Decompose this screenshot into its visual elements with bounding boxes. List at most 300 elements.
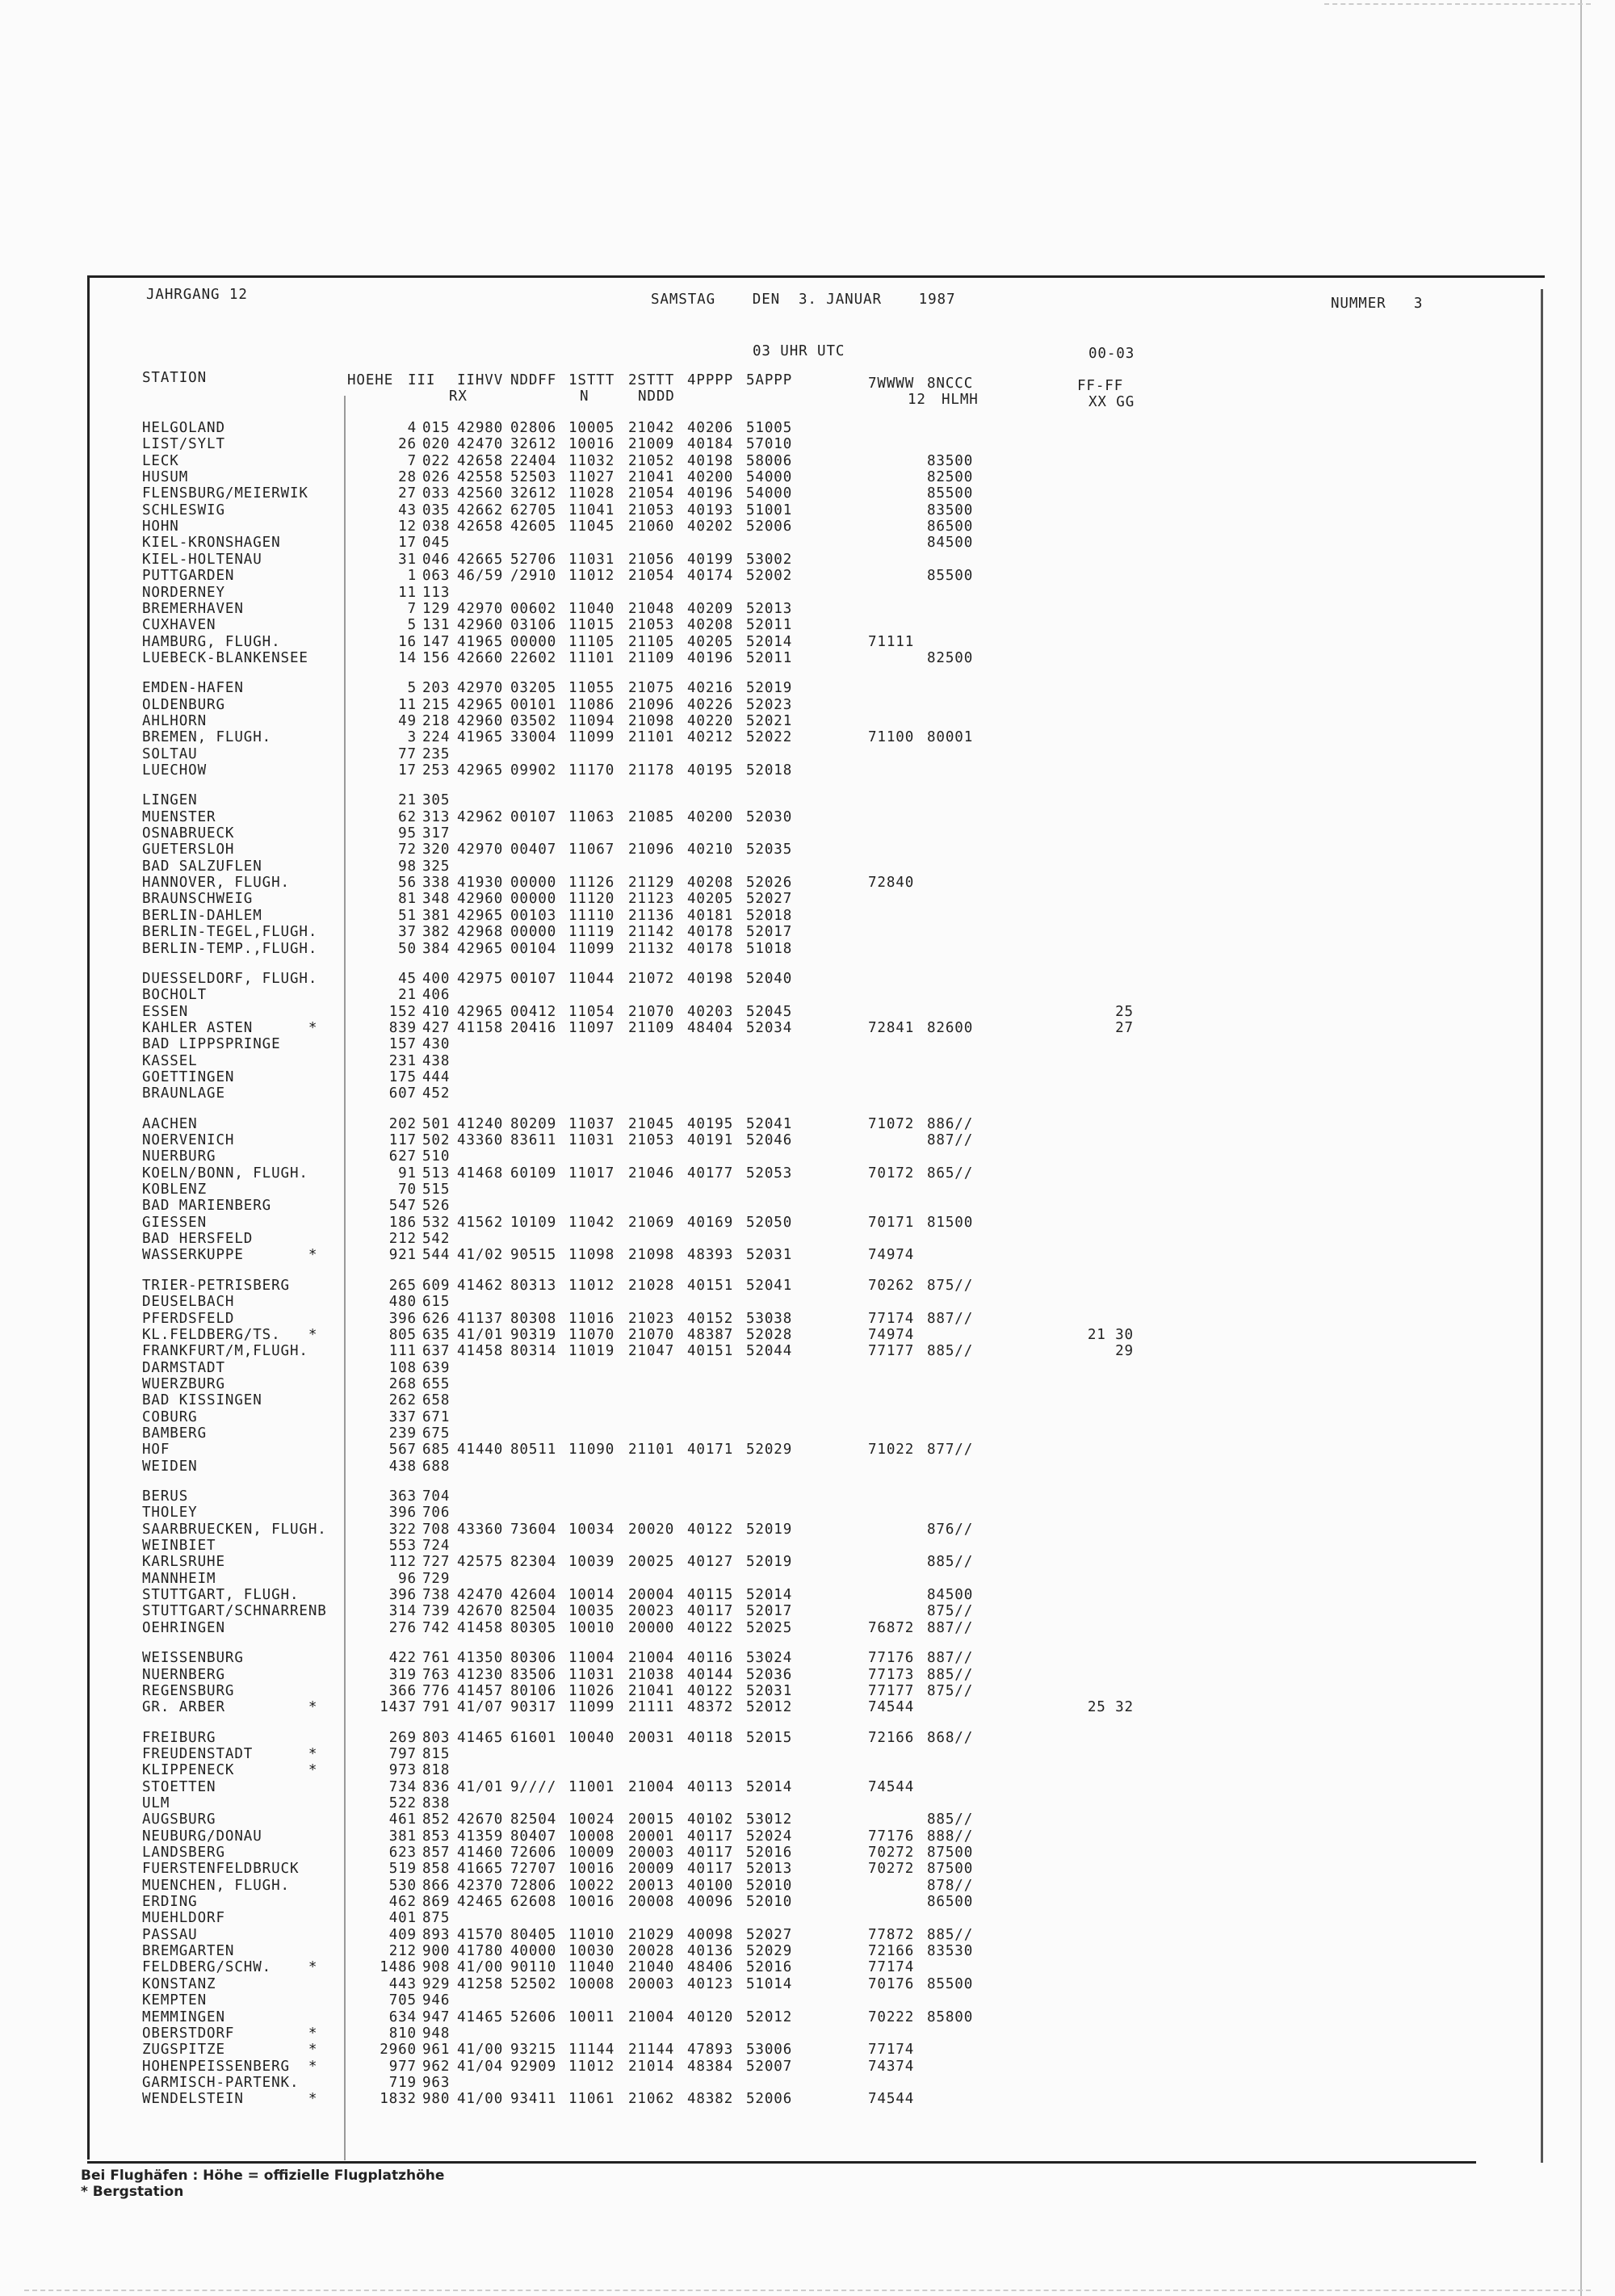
appp5: 52010 [746, 1894, 793, 1911]
hoehe: 175 [388, 1068, 417, 1085]
station-name: ERDING [142, 1894, 198, 1911]
iii: 738 [422, 1587, 451, 1604]
sttt2: 21109 [628, 1019, 675, 1036]
iii: 838 [422, 1794, 451, 1811]
sttt2: 21054 [628, 485, 675, 502]
iihvv: 41/07 [457, 1699, 504, 1716]
sttt2: 21101 [628, 1442, 675, 1459]
pppp4: 40209 [687, 600, 734, 617]
hoehe: 157 [388, 1036, 417, 1053]
sttt1: 11016 [568, 1310, 615, 1327]
iii: 609 [422, 1277, 451, 1294]
sttt2: 20003 [628, 1975, 675, 1992]
hoehe: 95 [398, 825, 417, 842]
sttt1: 11031 [568, 1132, 615, 1148]
station-name: PFERDSFELD [142, 1310, 235, 1327]
iihvv: 42960 [457, 712, 504, 729]
iii: 929 [422, 1975, 451, 1992]
pppp4: 40116 [687, 1650, 734, 1667]
appp5: 52016 [746, 1959, 793, 1976]
sttt2: 21111 [628, 1699, 675, 1716]
station-name: TRIER-PETRISBERG [142, 1277, 290, 1294]
station-name: WASSERKUPPE * [142, 1247, 318, 1264]
pppp4: 40123 [687, 1975, 734, 1992]
wwww7: 74544 [868, 1699, 915, 1716]
nddff: 00412 [510, 1003, 557, 1020]
sttt2: 21004 [628, 2008, 675, 2025]
iii: 544 [422, 1247, 451, 1264]
sttt2: 21096 [628, 696, 675, 713]
hoehe: 401 [388, 1910, 417, 1927]
nddff: 52502 [510, 1975, 557, 1992]
appp5: 53038 [746, 1310, 793, 1327]
hoehe: 530 [388, 1877, 417, 1894]
hoehe: 567 [388, 1442, 417, 1459]
station-name: GARMISCH-PARTENK. [142, 2074, 300, 2091]
hoehe: 409 [388, 1926, 417, 1943]
hoehe: 70 [398, 1182, 417, 1198]
nddff: 62705 [510, 502, 557, 518]
station-name: BAMBERG [142, 1425, 208, 1442]
station-name: WEIDEN [142, 1458, 198, 1475]
appp5: 52017 [746, 924, 793, 941]
sttt1: 10040 [568, 1729, 615, 1746]
iihvv: 43360 [457, 1521, 504, 1538]
iihvv: 41258 [457, 1975, 504, 1992]
sttt2: 21144 [628, 2042, 675, 2059]
wwww7: 71100 [868, 729, 915, 746]
sttt1: 10005 [568, 420, 615, 436]
wwww7: 70272 [868, 1845, 915, 1861]
iihvv: 41/01 [457, 1326, 504, 1343]
iihvv: 42965 [457, 762, 504, 779]
appp5: 52029 [746, 1442, 793, 1459]
nddff: 80405 [510, 1926, 557, 1943]
iii: 658 [422, 1392, 451, 1409]
iii: 706 [422, 1505, 451, 1522]
iii: 063 [422, 568, 451, 585]
iii: 444 [422, 1068, 451, 1085]
hoehe: 21 [398, 792, 417, 809]
nccc8: 85800 [927, 2008, 974, 2025]
iii: 815 [422, 1745, 451, 1762]
iihvv: 42980 [457, 420, 504, 436]
nddff: 73604 [510, 1521, 557, 1538]
nddff: 00101 [510, 696, 557, 713]
sttt2: 20015 [628, 1811, 675, 1828]
iii: 675 [422, 1425, 451, 1442]
iihvv: 41/04 [457, 2058, 504, 2075]
iihvv: 42965 [457, 696, 504, 713]
appp5: 51018 [746, 940, 793, 957]
iihvv: 41468 [457, 1165, 504, 1182]
station-name: HANNOVER, FLUGH. [142, 875, 290, 892]
iii: 218 [422, 712, 451, 729]
appp5: 52019 [746, 680, 793, 697]
iii: 033 [422, 485, 451, 502]
wwww7: 72841 [868, 1019, 915, 1036]
sttt1: 11144 [568, 2042, 615, 2059]
pppp4: 40193 [687, 502, 734, 518]
wwww7: 77176 [868, 1828, 915, 1845]
iii: 513 [422, 1165, 451, 1182]
iii: 947 [422, 2008, 451, 2025]
iii: 045 [422, 535, 451, 552]
iii: 253 [422, 762, 451, 779]
nddff: 00103 [510, 907, 557, 924]
pppp4: 40174 [687, 568, 734, 585]
iihvv: 43360 [457, 1132, 504, 1148]
iihvv: 42658 [457, 452, 504, 469]
hoehe: 77 [398, 745, 417, 762]
wwww7: 71022 [868, 1442, 915, 1459]
iii: 129 [422, 600, 451, 617]
col-header-2sttt-sub: NDDD [638, 388, 675, 405]
wwww7: 70222 [868, 2008, 915, 2025]
col-header-1sttt: 1STTT [568, 372, 615, 388]
appp5: 52040 [746, 970, 793, 987]
iii: 430 [422, 1036, 451, 1053]
appp5: 51014 [746, 1975, 793, 1992]
iihvv: 41462 [457, 1277, 504, 1294]
pppp4: 40122 [687, 1682, 734, 1699]
wwww7: 74374 [868, 2058, 915, 2075]
nccc8: 86500 [927, 518, 974, 535]
appp5: 52027 [746, 891, 793, 908]
sttt1: 11037 [568, 1115, 615, 1132]
sttt1: 11061 [568, 2091, 615, 2108]
station-name: MEMMINGEN [142, 2008, 225, 2025]
sttt2: 21046 [628, 1165, 675, 1182]
sttt2: 21129 [628, 875, 675, 892]
pppp4: 40117 [687, 1828, 734, 1845]
iihvv: 41458 [457, 1343, 504, 1360]
station-name: GIESSEN [142, 1214, 208, 1231]
sttt1: 11001 [568, 1778, 615, 1795]
sttt2: 21041 [628, 1682, 675, 1699]
hoehe: 1 [407, 568, 417, 585]
appp5: 52045 [746, 1003, 793, 1020]
wwww7: 77174 [868, 1959, 915, 1976]
hoehe: 4 [407, 420, 417, 436]
iii: 022 [422, 452, 451, 469]
sttt2: 21085 [628, 808, 675, 825]
appp5: 52014 [746, 1778, 793, 1795]
hoehe: 705 [388, 1992, 417, 2009]
sttt1: 11063 [568, 808, 615, 825]
station-name: NOERVENICH [142, 1132, 235, 1148]
pppp4: 40122 [687, 1619, 734, 1636]
nccc8: 885// [927, 1554, 974, 1571]
sttt2: 20028 [628, 1943, 675, 1960]
col-header-station: STATION [142, 370, 208, 386]
nddff: 80308 [510, 1310, 557, 1327]
pppp4: 40177 [687, 1165, 734, 1182]
station-name: NUERNBERG [142, 1666, 225, 1683]
hoehe: 14 [398, 649, 417, 666]
nddff: 80511 [510, 1442, 557, 1459]
appp5: 52035 [746, 842, 793, 858]
appp5: 52016 [746, 1845, 793, 1861]
pppp4: 40136 [687, 1943, 734, 1960]
station-name: KOELN/BONN, FLUGH. [142, 1165, 308, 1182]
hoehe: 26 [398, 436, 417, 453]
iihvv: 41137 [457, 1310, 504, 1327]
hoehe: 117 [388, 1132, 417, 1148]
hoehe: 37 [398, 924, 417, 941]
station-name: BERLIN-TEMP.,FLUGH. [142, 940, 318, 957]
iihvv: 41158 [457, 1019, 504, 1036]
hoehe: 396 [388, 1310, 417, 1327]
sttt2: 21098 [628, 1247, 675, 1264]
pppp4: 40151 [687, 1277, 734, 1294]
iihvv: 42965 [457, 1003, 504, 1020]
hoehe: 186 [388, 1214, 417, 1231]
ffff: 21 30 [1087, 1326, 1134, 1343]
nccc8: 83530 [927, 1943, 974, 1960]
station-name: KIEL-HOLTENAU [142, 551, 262, 568]
iii: 046 [422, 551, 451, 568]
pppp4: 40220 [687, 712, 734, 729]
sttt2: 21123 [628, 891, 675, 908]
iihvv: 41665 [457, 1861, 504, 1878]
nddff: 00000 [510, 891, 557, 908]
wwww7: 71111 [868, 633, 915, 650]
hoehe: 363 [388, 1488, 417, 1505]
nddff: 80313 [510, 1277, 557, 1294]
hoehe: 17 [398, 535, 417, 552]
iii: 852 [422, 1811, 451, 1828]
iii: 015 [422, 420, 451, 436]
wwww7: 71072 [868, 1115, 915, 1132]
iihvv: 41562 [457, 1214, 504, 1231]
station-name: OSNABRUECK [142, 825, 235, 842]
iii: 857 [422, 1845, 451, 1861]
iii: 427 [422, 1019, 451, 1036]
station-name: MUEHLDORF [142, 1910, 225, 1927]
hoehe: 98 [398, 858, 417, 875]
wwww7: 77173 [868, 1666, 915, 1683]
col-header-nddff: NDDFF [510, 372, 557, 388]
iii: 502 [422, 1132, 451, 1148]
iii: 113 [422, 584, 451, 601]
iihvv: 41458 [457, 1619, 504, 1636]
nddff: 22602 [510, 649, 557, 666]
iii: 215 [422, 696, 451, 713]
station-name: BRAUNLAGE [142, 1085, 225, 1102]
station-name: BAD SALZUFLEN [142, 858, 262, 875]
col-header-4pppp: 4PPPP [687, 372, 734, 388]
iii: 893 [422, 1926, 451, 1943]
sttt1: 10030 [568, 1943, 615, 1960]
station-name: PASSAU [142, 1926, 198, 1943]
iihvv: 42962 [457, 808, 504, 825]
nddff: 82304 [510, 1554, 557, 1571]
pppp4: 40178 [687, 940, 734, 957]
hoehe: 623 [388, 1845, 417, 1861]
pppp4: 40199 [687, 551, 734, 568]
iihvv: 41350 [457, 1650, 504, 1667]
hoehe: 56 [398, 875, 417, 892]
sttt2: 21052 [628, 452, 675, 469]
sttt2: 20001 [628, 1828, 675, 1845]
appp5: 53006 [746, 2042, 793, 2059]
nddff: 33004 [510, 729, 557, 746]
pppp4: 40205 [687, 891, 734, 908]
pppp4: 40202 [687, 518, 734, 535]
sttt2: 21098 [628, 712, 675, 729]
iii: 203 [422, 680, 451, 697]
col-header-hoehe: HOEHE [347, 372, 394, 388]
appp5: 52031 [746, 1682, 793, 1699]
station-name: FREUDENSTADT * [142, 1745, 318, 1762]
sttt2: 21048 [628, 600, 675, 617]
iii: 348 [422, 891, 451, 908]
station-name: GR. ARBER * [142, 1699, 318, 1716]
station-name: MUENSTER [142, 808, 216, 825]
pppp4: 48372 [687, 1699, 734, 1716]
sttt2: 21070 [628, 1326, 675, 1343]
sttt1: 11105 [568, 633, 615, 650]
sttt2: 21038 [628, 1666, 675, 1683]
iii: 615 [422, 1294, 451, 1311]
col-header-1sttt-sub: N [580, 388, 589, 405]
hoehe: 212 [388, 1943, 417, 1960]
nddff: 00107 [510, 808, 557, 825]
nccc8: 82500 [927, 469, 974, 486]
nccc8: 875// [927, 1603, 974, 1620]
nddff: 03502 [510, 712, 557, 729]
sttt1: 11094 [568, 712, 615, 729]
iihvv: 42470 [457, 1587, 504, 1604]
iihvv: 42662 [457, 502, 504, 518]
hoehe: 522 [388, 1794, 417, 1811]
iihvv: 41460 [457, 1845, 504, 1861]
pppp4: 40184 [687, 436, 734, 453]
station-name: KONSTANZ [142, 1975, 216, 1992]
station-name: KASSEL [142, 1052, 198, 1069]
iii: 869 [422, 1894, 451, 1911]
iihvv: 42970 [457, 680, 504, 697]
iihvv: 42970 [457, 842, 504, 858]
appp5: 52011 [746, 617, 793, 634]
station-name: LUEBECK-BLANKENSEE [142, 649, 308, 666]
appp5: 52013 [746, 1861, 793, 1878]
nccc8: 888// [927, 1828, 974, 1845]
pppp4: 47893 [687, 2042, 734, 2059]
sttt1: 11027 [568, 469, 615, 486]
iii: 708 [422, 1521, 451, 1538]
nddff: 61601 [510, 1729, 557, 1746]
nddff: 80305 [510, 1619, 557, 1636]
appp5: 52017 [746, 1603, 793, 1620]
appp5: 52019 [746, 1554, 793, 1571]
station-name: STUTTGART, FLUGH. [142, 1587, 300, 1604]
sttt2: 21136 [628, 907, 675, 924]
nccc8: 885// [927, 1811, 974, 1828]
sttt1: 10016 [568, 1861, 615, 1878]
pppp4: 40152 [687, 1310, 734, 1327]
sttt1: 11110 [568, 907, 615, 924]
appp5: 54000 [746, 469, 793, 486]
sttt1: 11040 [568, 600, 615, 617]
iii: 156 [422, 649, 451, 666]
nddff: 90319 [510, 1326, 557, 1343]
appp5: 52050 [746, 1214, 793, 1231]
appp5: 52028 [746, 1326, 793, 1343]
sttt1: 10016 [568, 1894, 615, 1911]
wwww7: 77177 [868, 1682, 915, 1699]
hoehe: 269 [388, 1729, 417, 1746]
nccc8: 86500 [927, 1894, 974, 1911]
hoehe: 49 [398, 712, 417, 729]
sttt1: 11012 [568, 1277, 615, 1294]
iihvv: 42470 [457, 436, 504, 453]
iii: 961 [422, 2042, 451, 2059]
nccc8: 875// [927, 1682, 974, 1699]
sttt1: 11119 [568, 924, 615, 941]
col-header-ffff-sub: XX GG [1089, 394, 1135, 410]
station-name: BERUS [142, 1488, 189, 1505]
iihvv: 41465 [457, 2008, 504, 2025]
pppp4: 40198 [687, 970, 734, 987]
station-name: BAD KISSINGEN [142, 1392, 262, 1409]
station-name: LIST/SYLT [142, 436, 225, 453]
station-name: THOLEY [142, 1505, 198, 1522]
appp5: 54000 [746, 485, 793, 502]
nccc8: 82600 [927, 1019, 974, 1036]
hoehe: 337 [388, 1408, 417, 1425]
appp5: 52006 [746, 2091, 793, 2108]
sttt1: 11040 [568, 1959, 615, 1976]
hoehe: 16 [398, 633, 417, 650]
sttt1: 11012 [568, 2058, 615, 2075]
col-header-iihvv: IIHVV [457, 372, 504, 388]
iihvv: 46/59 [457, 568, 504, 585]
hoehe: 973 [388, 1762, 417, 1779]
sttt1: 11004 [568, 1650, 615, 1667]
appp5: 51005 [746, 420, 793, 436]
station-name: KEMPTEN [142, 1992, 208, 2009]
iii: 724 [422, 1538, 451, 1555]
iii: 875 [422, 1910, 451, 1927]
nccc8: 887// [927, 1619, 974, 1636]
iii: 980 [422, 2091, 451, 2108]
iii: 900 [422, 1943, 451, 1960]
station-name: ULM [142, 1794, 170, 1811]
iihvv: 42965 [457, 940, 504, 957]
sttt2: 20025 [628, 1554, 675, 1571]
nccc8: 84500 [927, 535, 974, 552]
station-name: HAMBURG, FLUGH. [142, 633, 281, 650]
sttt1: 10011 [568, 2008, 615, 2025]
station-name: SAARBRUECKEN, FLUGH. [142, 1521, 327, 1538]
nddff: 32612 [510, 436, 557, 453]
iii: 305 [422, 792, 451, 809]
iihvv: 41930 [457, 875, 504, 892]
hoehe: 547 [388, 1198, 417, 1215]
iii: 818 [422, 1762, 451, 1779]
sttt2: 21105 [628, 633, 675, 650]
pppp4: 40195 [687, 1115, 734, 1132]
hoehe: 5 [407, 680, 417, 697]
sttt2: 21178 [628, 762, 675, 779]
appp5: 53002 [746, 551, 793, 568]
iii: 400 [422, 970, 451, 987]
sttt1: 11090 [568, 1442, 615, 1459]
sttt2: 21070 [628, 1003, 675, 1020]
nccc8: 87500 [927, 1861, 974, 1878]
